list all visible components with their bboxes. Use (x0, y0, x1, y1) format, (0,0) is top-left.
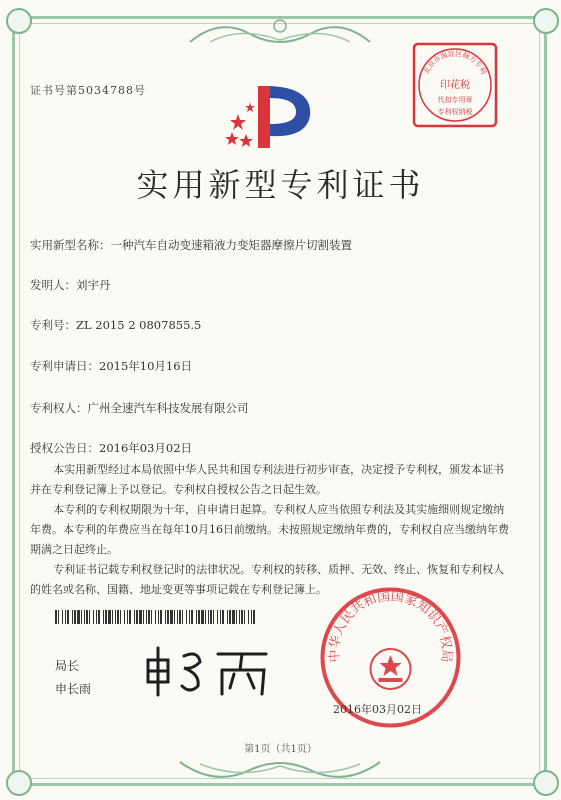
seal-date: 2016年03月02日 (333, 703, 422, 716)
body-paragraph-2: 本专利的专利权期限为十年，自申请日起算。专利权人应当依照专利法及其实施细则规定缴纳年费。本专利的年费应当在每年10月16日前缴纳。未按照规定缴纳年费的，专利权自应当缴纳年费期满之日起终止。 (30, 503, 509, 556)
director-name: 申长雨 (55, 682, 92, 696)
tax-stamp-bottom-text-2: 专利权纳税 (437, 108, 473, 116)
certificate-body (30, 460, 512, 600)
field-patentee (30, 400, 249, 416)
corner-ornament-top-left (6, 8, 32, 34)
barcode (55, 610, 255, 624)
tax-stamp-center-text: 印花税 (440, 80, 470, 91)
svg-text:北京市海淀区翰方专利 (421, 49, 488, 76)
bottom-flourish-ornament (170, 752, 390, 792)
patentee-value: 广州全速汽车科技发展有限公司 (87, 401, 249, 415)
national-emblem-icon (371, 649, 411, 689)
field-filing-date (30, 358, 192, 374)
director-title: 局长 (55, 659, 80, 673)
model-name-value: 一种汽车自动变速箱液力变矩器摩擦片切割装置 (110, 238, 352, 252)
director-signature (140, 640, 275, 700)
corner-ornament-bottom-left (6, 770, 32, 796)
page-number: 第1页（共1页） (244, 744, 317, 755)
patent-number-value: ZL 2015 2 0807855.5 (76, 318, 202, 332)
field-model-name (30, 237, 352, 253)
field-grant-date (30, 440, 192, 456)
inventor-label: 发明人： (30, 278, 76, 292)
field-patent-number (30, 317, 201, 333)
certificate-title: 实用新型专利证书 (136, 166, 425, 204)
grant-date-value: 2016年03月02日 (99, 441, 193, 455)
filing-date-value: 2015年10月16日 (99, 359, 193, 373)
model-name-label: 实用新型名称： (30, 238, 111, 252)
body-paragraph-3: 专利证书记载专利权登记时的法律状况。专利权的转移、质押、无效、终止、恢复和专利权人的姓名或名称、国籍、地址变更等事项记载在专利登记簿上。 (30, 563, 505, 596)
patentee-label: 专利权人： (30, 401, 88, 415)
corner-ornament-top-right (533, 8, 559, 34)
patent-office-logo-icon (218, 76, 318, 166)
tax-stamp (410, 40, 500, 130)
tax-stamp-ring-text: 北京市海淀区翰方专利 (422, 49, 488, 76)
svg-text:中华人民共和国国家知识产权局 (326, 589, 454, 663)
filing-date-label: 专利申请日： (30, 359, 99, 373)
field-inventor (30, 277, 111, 293)
tax-stamp-bottom-text: 代扣专用章 (437, 96, 473, 104)
body-paragraph-1: 本实用新型经过本局依照中华人民共和国专利法进行初步审查，决定授予专利权，颁发本证书并在专利登记簿上予以登记。专利权自授权公告之日起生效。 (30, 463, 505, 496)
seal-ring-text: 中华人民共和国国家知识产权局 (327, 589, 454, 663)
top-flourish-ornament (180, 12, 380, 52)
patent-number-label: 专利号： (30, 318, 76, 332)
certificate-number: 证书号第5034788号 (30, 84, 146, 97)
grant-date-label: 授权公告日： (30, 441, 99, 455)
corner-ornament-bottom-right (533, 770, 559, 796)
inventor-value: 刘宇丹 (76, 278, 111, 292)
